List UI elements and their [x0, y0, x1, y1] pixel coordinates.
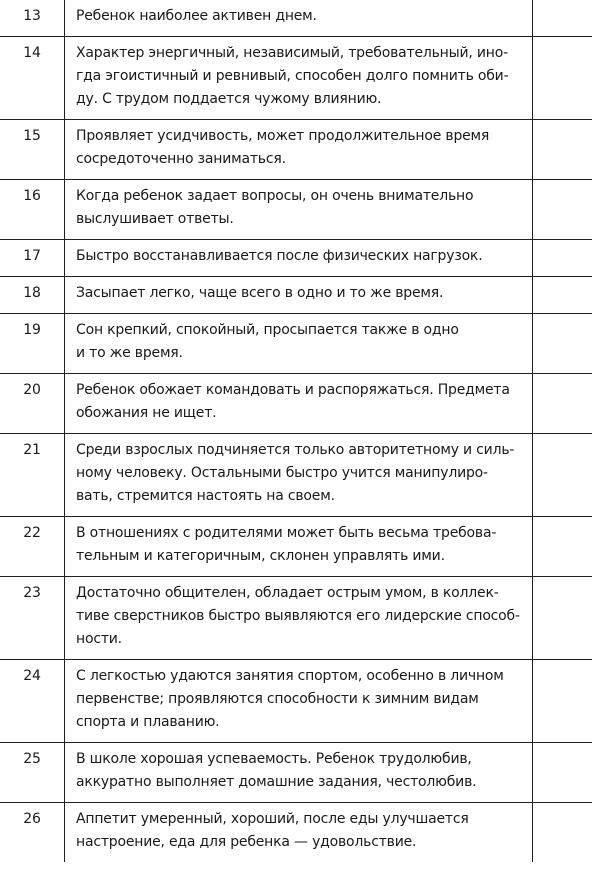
statement-text [65, 37, 533, 120]
row-number: 17 [0, 240, 65, 277]
statement-line: Аппетит умеренный, хороший, после еды улучшается [76, 811, 469, 827]
row-number: 24 [0, 660, 65, 743]
row-number: 19 [0, 314, 65, 374]
statement-line: Ребенок обожает командовать и распоряжаться. Предмета [76, 382, 510, 398]
statement-text [65, 517, 533, 577]
statement-text [65, 120, 533, 180]
statement-line: ности. [76, 631, 122, 647]
answer-cell[interactable] [533, 374, 592, 434]
statement-text [65, 743, 533, 803]
statement-line: аккуратно выполняет домашние задания, честолюбив. [76, 774, 477, 790]
answer-cell[interactable] [533, 434, 592, 517]
statement-text [65, 180, 533, 240]
table-row [0, 660, 592, 743]
table-row [0, 277, 592, 314]
statement-text [65, 277, 533, 314]
answer-cell[interactable] [533, 577, 592, 660]
table-row [0, 314, 592, 374]
statement-line: Характер энергичный, независимый, требовательный, ино- [76, 45, 508, 61]
statement-line: Быстро восстанавливается после физических нагрузок. [76, 248, 483, 264]
statement-line: обожания не ищет. [76, 405, 217, 421]
statement-line: Засыпает легко, чаще всего в одно и то же время. [76, 285, 444, 301]
statement-line: Когда ребенок задает вопросы, он очень внимательно [76, 188, 474, 204]
answer-cell[interactable] [533, 277, 592, 314]
answer-cell[interactable] [533, 517, 592, 577]
answer-cell[interactable] [533, 803, 592, 863]
answer-cell[interactable] [533, 37, 592, 120]
table-row [0, 743, 592, 803]
table-row [0, 434, 592, 517]
statement-text [65, 434, 533, 517]
statement-line: ному человеку. Остальными быстро учится манипулиро- [76, 465, 488, 481]
row-number: 23 [0, 577, 65, 660]
row-number: 18 [0, 277, 65, 314]
statement-line: спорта и плаванию. [76, 714, 220, 730]
statement-line: Среди взрослых подчиняется только авторитетному и силь- [76, 442, 515, 458]
table-row [0, 0, 592, 37]
row-number: 20 [0, 374, 65, 434]
row-number: 25 [0, 743, 65, 803]
statement-text [65, 803, 533, 863]
row-number: 15 [0, 120, 65, 180]
statement-line: сосредоточенно заниматься. [76, 151, 286, 167]
table-row [0, 120, 592, 180]
answer-cell[interactable] [533, 743, 592, 803]
statement-line: В школе хорошая успеваемость. Ребенок трудолюбив, [76, 751, 472, 767]
answer-cell[interactable] [533, 314, 592, 374]
statement-line: выслушивает ответы. [76, 211, 234, 227]
statement-line: настроение, еда для ребенка — удовольствие. [76, 834, 417, 850]
statement-line: тельным и категоричным, склонен управлять ими. [76, 548, 445, 564]
table-row [0, 180, 592, 240]
statement-line: С легкостью удаются занятия спортом, особенно в личном [76, 668, 504, 684]
statement-text [65, 660, 533, 743]
row-number: 13 [0, 0, 65, 37]
table-row [0, 517, 592, 577]
table-row [0, 240, 592, 277]
statement-text [65, 577, 533, 660]
statement-line: Достаточно общителен, обладает острым умом, в коллек- [76, 585, 499, 601]
table-row [0, 577, 592, 660]
row-number: 16 [0, 180, 65, 240]
statement-text [65, 240, 533, 277]
statement-line: гда эгоистичный и ревнивый, способен долго помнить оби- [76, 68, 509, 84]
statement-line: и то же время. [76, 345, 183, 361]
table-row [0, 374, 592, 434]
statement-line: первенстве; проявляются способности к зимним видам [76, 691, 479, 707]
row-number: 26 [0, 803, 65, 863]
statement-text [65, 0, 533, 37]
statement-line: тиве сверстников быстро выявляются его лидерские способ- [76, 608, 520, 624]
row-number: 14 [0, 37, 65, 120]
statement-text [65, 314, 533, 374]
statement-line: Проявляет усидчивость, может продолжительное время [76, 128, 490, 144]
answer-cell[interactable] [533, 120, 592, 180]
answer-cell[interactable] [533, 660, 592, 743]
row-number: 21 [0, 434, 65, 517]
statement-line: Ребенок наиболее активен днем. [76, 8, 317, 24]
table-row [0, 37, 592, 120]
answer-cell[interactable] [533, 180, 592, 240]
answer-cell[interactable] [533, 0, 592, 37]
statement-text [65, 374, 533, 434]
table-row [0, 803, 592, 863]
row-number: 22 [0, 517, 65, 577]
statement-line: ду. С трудом поддается чужому влиянию. [76, 91, 382, 107]
statement-line: Сон крепкий, спокойный, просыпается также в одно [76, 322, 459, 338]
answer-cell[interactable] [533, 240, 592, 277]
statement-line: В отношениях с родителями может быть весьма требова- [76, 525, 497, 541]
statement-line: вать, стремится настоять на своем. [76, 488, 335, 504]
